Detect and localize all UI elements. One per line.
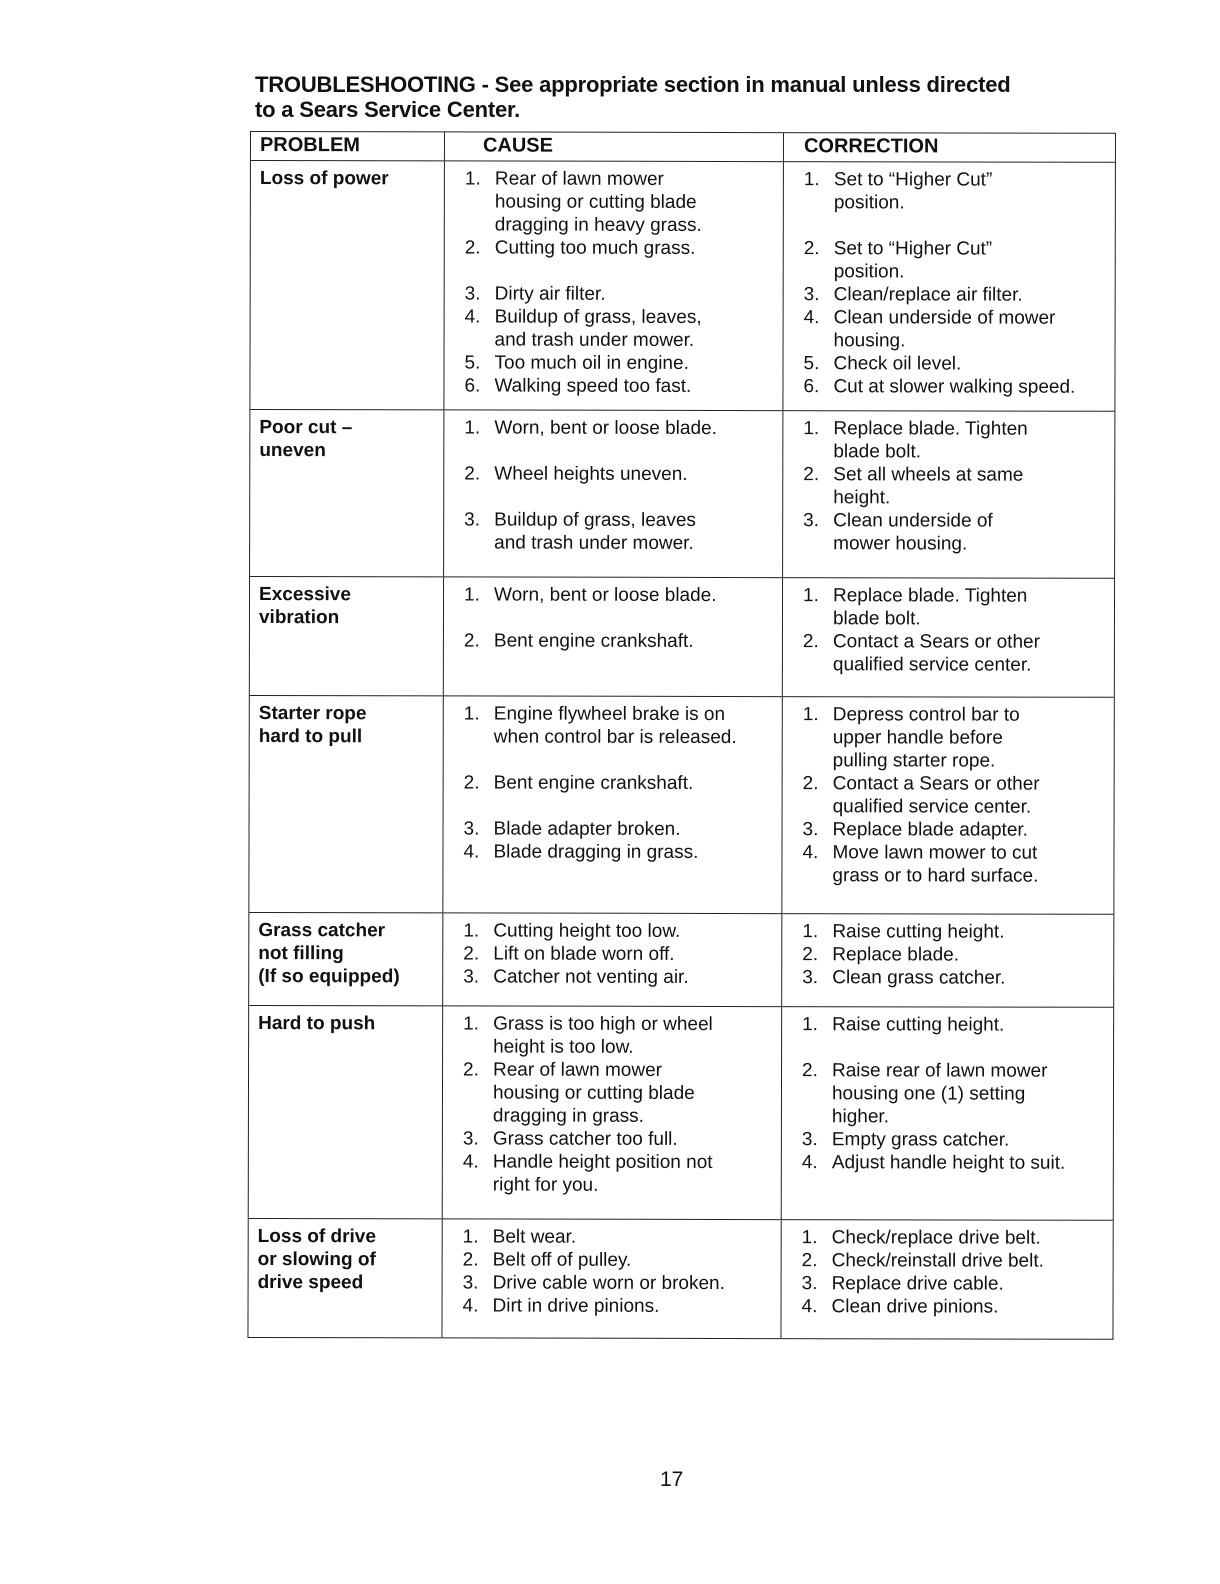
- correction-item: [793, 237, 1111, 284]
- item-number: 3.: [464, 283, 481, 305]
- problem-cell: Poor cut – uneven: [259, 417, 353, 462]
- item-text: Cutting height too low.: [493, 920, 681, 942]
- item-number: 3.: [463, 818, 480, 840]
- item-text: Clean underside of mower housing.: [833, 510, 993, 555]
- item-number: 4.: [463, 841, 480, 863]
- item-text: Drive cable worn or broken.: [492, 1272, 725, 1294]
- correction-item: [793, 283, 1111, 307]
- item-text: Grass is too high or wheel height is too low.: [493, 1013, 713, 1058]
- correction-item: [791, 841, 1109, 888]
- cause-item: [452, 1058, 777, 1128]
- item-number: 1.: [802, 921, 819, 943]
- correction-item: [792, 772, 1110, 819]
- cause-item: [452, 1271, 777, 1295]
- spacer: [453, 485, 778, 509]
- cause-item: [453, 771, 778, 795]
- item-number: 4.: [803, 307, 820, 329]
- correction-item: [792, 630, 1110, 677]
- item-number: 2.: [802, 944, 819, 966]
- spacer: [454, 259, 779, 283]
- item-text: Belt wear.: [492, 1226, 577, 1248]
- cause-item: [453, 508, 778, 555]
- header-cause: CAUSE: [444, 132, 783, 161]
- correction-item: [792, 818, 1110, 842]
- item-number: 1.: [462, 1226, 479, 1248]
- item-number: 2.: [463, 772, 480, 794]
- cause-item: [452, 1225, 777, 1249]
- item-number: 3.: [462, 1128, 479, 1150]
- cause-item: [454, 305, 779, 352]
- cause-item: [453, 583, 778, 607]
- item-number: 3.: [803, 284, 820, 306]
- table-row: [250, 161, 1115, 412]
- item-number: 1.: [803, 585, 819, 607]
- correction-item: [793, 306, 1111, 353]
- item-number: 5.: [803, 353, 820, 375]
- correction-item: [792, 703, 1110, 773]
- item-number: 3.: [463, 966, 480, 988]
- correction-item: [792, 584, 1110, 631]
- cause-item: [454, 167, 779, 237]
- item-number: 2.: [463, 1059, 479, 1081]
- spacer: [793, 214, 1111, 238]
- cause-item: [453, 374, 778, 398]
- correction-item: [791, 1226, 1109, 1250]
- cause-cell: [441, 1219, 780, 1338]
- title-line-2: to a Sears Service Center.: [255, 97, 521, 122]
- item-text: Buildup of grass, leaves, and trash under mower.: [494, 306, 702, 351]
- item-number: 1.: [802, 1014, 819, 1036]
- cause-item: [453, 629, 778, 653]
- header-problem: PROBLEM: [259, 134, 360, 157]
- item-text: Buildup of grass, leaves and trash under mower.: [494, 509, 696, 554]
- item-text: Rear of lawn mower housing or cutting blade dragging in heavy grass.: [494, 168, 702, 236]
- cause-item: [452, 1294, 777, 1318]
- table-header: [251, 131, 1115, 163]
- problem-cell: Excessive vibration: [258, 584, 351, 629]
- header-correction: CORRECTION: [783, 133, 1115, 162]
- troubleshooting-table: [247, 131, 1116, 1340]
- item-number: 1.: [464, 584, 480, 606]
- item-number: 3.: [801, 1273, 818, 1295]
- item-text: Clean grass catcher.: [832, 967, 1006, 989]
- spacer: [453, 794, 778, 818]
- problem-cell: Grass catcher not filling (If so equipped): [258, 920, 400, 988]
- correction-item: [791, 1295, 1109, 1319]
- cause-cell: [443, 577, 782, 696]
- item-text: Contact a Sears or other qualified service center.: [832, 631, 1040, 676]
- item-number: 4.: [462, 1151, 479, 1173]
- item-text: Blade adapter broken.: [493, 818, 681, 840]
- cause-cell: [442, 696, 781, 913]
- table-row: [249, 913, 1113, 1008]
- correction-item: [791, 1272, 1109, 1296]
- problem-cell: Loss of drive or slowing of drive speed: [257, 1226, 376, 1294]
- correction-item: [791, 1249, 1109, 1273]
- item-number: 3.: [801, 1129, 818, 1151]
- item-number: 6.: [464, 375, 481, 397]
- item-number: 5.: [464, 352, 481, 374]
- cause-item: [454, 282, 779, 306]
- item-text: Replace blade adapter.: [832, 819, 1028, 841]
- cause-item: [452, 965, 777, 989]
- item-number: 3.: [802, 967, 819, 989]
- cause-item: [452, 840, 777, 864]
- cause-item: [453, 817, 778, 841]
- correction-item: [792, 509, 1110, 556]
- cause-item: [452, 1127, 777, 1151]
- item-text: Engine flywheel brake is on when control bar is released.: [493, 703, 737, 749]
- item-text: Walking speed too fast.: [494, 375, 692, 397]
- item-number: 2.: [463, 630, 480, 652]
- problem-cell: Loss of power: [259, 168, 389, 190]
- item-text: Clean underside of mower housing.: [833, 307, 1056, 352]
- item-text: Catcher not venting air.: [493, 966, 689, 988]
- problem-cell: Hard to push: [258, 1013, 376, 1035]
- item-number: 3.: [462, 1272, 479, 1294]
- correction-cell: [781, 914, 1113, 1007]
- cause-item: [452, 942, 777, 966]
- spacer: [453, 439, 778, 463]
- item-text: Wheel heights uneven.: [494, 463, 688, 485]
- spacer: [453, 748, 778, 772]
- correction-item: [793, 168, 1111, 215]
- item-number: 2.: [802, 631, 819, 653]
- item-text: Check oil level.: [833, 353, 962, 375]
- item-text: Adjust handle height to suit.: [831, 1152, 1066, 1174]
- correction-item: [791, 1059, 1109, 1129]
- correction-item: [792, 463, 1110, 510]
- item-number: 4.: [464, 306, 481, 328]
- cause-item: [453, 416, 778, 440]
- cause-cell: [443, 410, 782, 577]
- item-text: Dirt in drive pinions.: [492, 1295, 660, 1317]
- cause-cell: [442, 1006, 781, 1219]
- correction-item: [791, 920, 1109, 944]
- item-text: Dirty air filter.: [494, 283, 606, 305]
- item-number: 2.: [802, 1060, 818, 1082]
- item-text: Rear of lawn mower housing or cutting blade dragging in grass.: [492, 1059, 695, 1127]
- item-text: Replace blade.: [832, 944, 960, 966]
- spacer: [453, 606, 778, 630]
- correction-cell: [781, 697, 1113, 914]
- correction-cell: [781, 1007, 1113, 1220]
- item-text: Bent engine crankshaft.: [493, 772, 694, 794]
- page-number: 17: [660, 1468, 684, 1491]
- item-number: 4.: [462, 1295, 479, 1317]
- item-text: Cut at slower walking speed.: [833, 376, 1076, 398]
- item-number: 1.: [802, 704, 819, 726]
- cause-cell: [443, 161, 783, 410]
- item-number: 2.: [462, 1249, 479, 1271]
- item-text: Empty grass catcher.: [831, 1129, 1010, 1151]
- item-number: 3.: [802, 819, 819, 841]
- item-number: 2.: [802, 773, 819, 795]
- correction-item: [791, 966, 1109, 990]
- cause-item: [453, 351, 778, 375]
- item-number: 2.: [464, 463, 481, 485]
- item-text: Clean/replace air filter.: [833, 284, 1023, 306]
- item-text: Handle height position not right for you.: [492, 1151, 713, 1196]
- item-number: 2.: [803, 238, 820, 260]
- correction-item: [792, 417, 1110, 464]
- problem-cell: Starter rope hard to pull: [258, 703, 367, 748]
- item-text: Raise rear of lawn mower housing one (1) setting higher.: [831, 1060, 1048, 1128]
- item-text: Set to “Higher Cut” position.: [833, 238, 993, 283]
- correction-item: [791, 1128, 1109, 1152]
- item-number: 4.: [801, 1296, 818, 1318]
- item-text: Grass catcher too full.: [492, 1128, 678, 1150]
- item-number: 3.: [464, 509, 481, 531]
- item-number: 2.: [464, 237, 481, 259]
- item-text: Clean drive pinions.: [831, 1296, 999, 1318]
- item-text: Move lawn mower to cut grass or to hard surface.: [832, 842, 1039, 887]
- item-number: 4.: [802, 842, 819, 864]
- item-number: 1.: [464, 417, 481, 439]
- table-row: [250, 410, 1114, 579]
- cause-item: [452, 1150, 777, 1197]
- item-text: Set all wheels at same height.: [833, 464, 1024, 509]
- item-text: Worn, bent or loose blade.: [494, 417, 717, 439]
- item-number: 2.: [803, 464, 820, 486]
- correction-cell: [782, 578, 1114, 697]
- cause-cell: [442, 913, 781, 1006]
- correction-cell: [782, 162, 1115, 411]
- item-text: Too much oil in engine.: [494, 352, 689, 374]
- item-number: 1.: [463, 920, 480, 942]
- item-number: 1.: [801, 1227, 818, 1249]
- item-text: Set to “Higher Cut” position.: [833, 169, 993, 214]
- item-text: Replace drive cable.: [831, 1273, 1004, 1295]
- item-text: Belt off of pulley.: [492, 1249, 632, 1271]
- table-row: [249, 1006, 1113, 1221]
- item-number: 1.: [463, 703, 480, 725]
- correction-item: [792, 375, 1110, 399]
- correction-item: [791, 943, 1109, 967]
- spacer: [791, 1036, 1109, 1060]
- correction-item: [792, 352, 1110, 376]
- item-number: 1.: [803, 418, 820, 440]
- item-number: 1.: [803, 169, 820, 191]
- correction-cell: [780, 1220, 1112, 1339]
- cause-item: [452, 1012, 777, 1059]
- item-number: 3.: [803, 510, 820, 532]
- item-text: Raise cutting height.: [832, 1014, 1005, 1036]
- cause-item: [454, 236, 779, 260]
- table-body: [248, 161, 1114, 1339]
- correction-item: [791, 1013, 1109, 1037]
- item-text: Bent engine crankshaft.: [493, 630, 694, 652]
- item-number: 2.: [463, 943, 480, 965]
- item-text: Contact a Sears or other qualified service center.: [832, 773, 1040, 818]
- item-text: Replace blade. Tighten blade bolt.: [832, 585, 1028, 630]
- page-title: [255, 72, 1115, 122]
- item-text: Raise cutting height.: [832, 921, 1005, 943]
- item-number: 1.: [464, 168, 481, 190]
- correction-cell: [782, 411, 1114, 578]
- cause-item: [453, 702, 778, 749]
- table-row: [248, 1219, 1112, 1339]
- table-row: [250, 577, 1114, 698]
- correction-item: [791, 1151, 1109, 1175]
- item-text: Cutting too much grass.: [494, 237, 696, 259]
- item-number: 6.: [803, 376, 820, 398]
- item-text: Depress control bar to upper handle before pulling starter rope.: [832, 704, 1020, 772]
- item-text: Worn, bent or loose blade.: [494, 584, 717, 606]
- item-text: Check/reinstall drive belt.: [831, 1250, 1044, 1272]
- item-text: Blade dragging in grass.: [493, 841, 699, 863]
- cause-item: [452, 1248, 777, 1272]
- item-text: Lift on blade worn off.: [493, 943, 675, 965]
- item-number: 1.: [463, 1013, 480, 1035]
- item-text: Replace blade. Tighten blade bolt.: [833, 418, 1028, 463]
- item-number: 4.: [801, 1152, 818, 1174]
- item-number: 2.: [801, 1250, 818, 1272]
- item-text: Check/replace drive belt.: [831, 1227, 1041, 1249]
- cause-item: [452, 919, 777, 943]
- table-row: [249, 696, 1113, 915]
- title-line-1: TROUBLESHOOTING - See appropriate section in manual unless directed: [255, 72, 1011, 97]
- cause-item: [453, 462, 778, 486]
